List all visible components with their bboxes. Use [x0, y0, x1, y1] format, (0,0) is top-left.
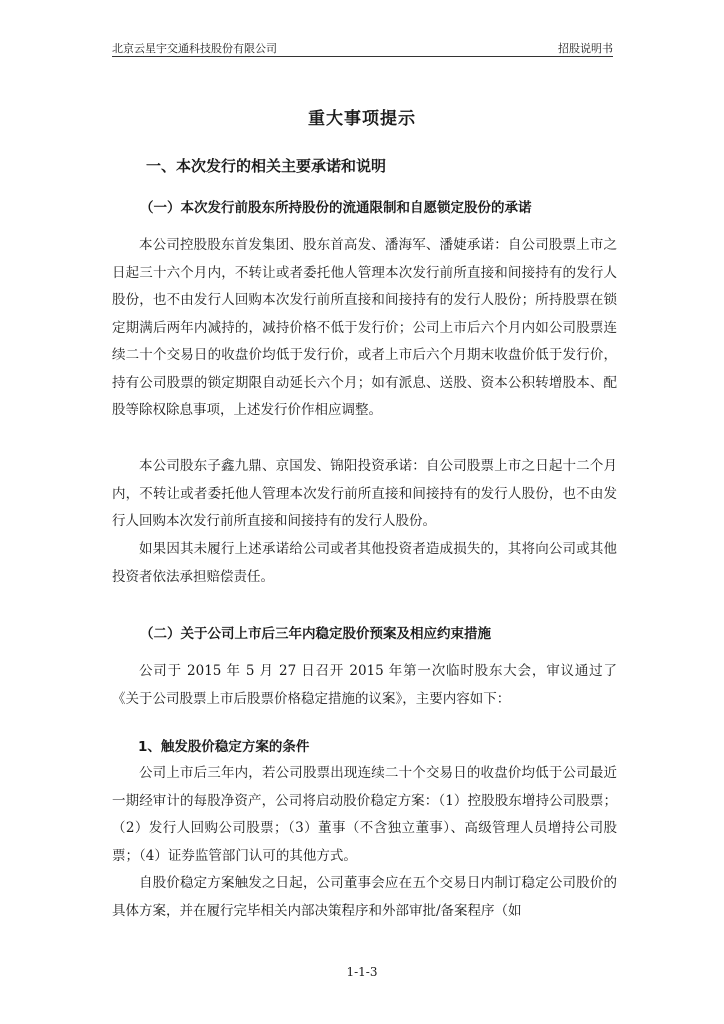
paragraph-lockup-shareholders: 本公司股东子鑫九鼎、京国发、锦阳投资承诺：自公司股票上市之日起十二个月内，不转让或者委托他人管理本次发行前所直接和间接持有的发行人股份，也不由发行人回购本次发行前所直接和间接持有的发行人股份。 [112, 458, 617, 529]
page-header [112, 36, 613, 57]
header-doc-type: 招股说明书 [558, 42, 613, 55]
paragraph-lockup-controlling: 本公司控股股东首发集团、股东首高发、潘海军、潘婕承诺：自公司股票上市之日起三十六个月内，不转让或者委托他人管理本次发行前所直接和间接持有的发行人股份，也不由发行人回购本次发行前所直接和间接持有的发行人股份；所持股票在锁定期满后两年内减持的，减持价格不低于发行价；公司上市后六个月内如公司股票连续二十个交易日的收盘价均低于发行价，或者上市后六个月期末收盘价低于发行价，持有公司股票的锁定期限自动延长六个月；如有派息、送股、资本公积转增股本、配股等除权除息事项，上述发行价作相应调整。 [112, 237, 617, 418]
paragraph-compensation: 如果因其未履行上述承诺给公司或者其他投资者造成损失的，其将向公司或其他投资者依法承担赔偿责任。 [112, 541, 617, 585]
page-number: 1-1-3 [346, 965, 378, 979]
page-title: 重大事项提示 [308, 109, 416, 129]
header-company-name: 北京云星宇交通科技股份有限公司 [112, 42, 277, 55]
item-heading-1: 1、触发股价稳定方案的条件 [138, 739, 310, 755]
paragraph-trigger-conditions: 公司上市后三年内，若公司股票出现连续二十个交易日的收盘价均低于公司最近一期经审计的每股净资产，公司将启动股价稳定方案：（1）控股股东增持公司股票；（2）发行人回购公司股票；（3）董事（不含独立董事）、高级管理人员增持公司股票；（4）证券监管部门认可的其他方式。 [112, 765, 617, 864]
paragraph-board-plan: 自股价稳定方案触发之日起，公司董事会应在五个交易日内制订稳定公司股价的具体方案，并在履行完毕相关内部决策程序和外部审批/备案程序（如 [112, 875, 617, 919]
subsection-heading-2: （二）关于公司上市后三年内稳定股价预案及相应约束措施 [140, 626, 491, 642]
subsection-heading-1: （一）本次发行前股东所持股份的流通限制和自愿锁定股份的承诺 [140, 200, 532, 216]
paragraph-meeting: 公司于 2015 年 5 月 27 日召开 2015 年第一次临时股东大会，审议通过了《关于公司股票上市后股票价格稳定措施的议案》，主要内容如下： [112, 663, 617, 707]
section-heading-1: 一、本次发行的相关主要承诺和说明 [146, 157, 387, 175]
